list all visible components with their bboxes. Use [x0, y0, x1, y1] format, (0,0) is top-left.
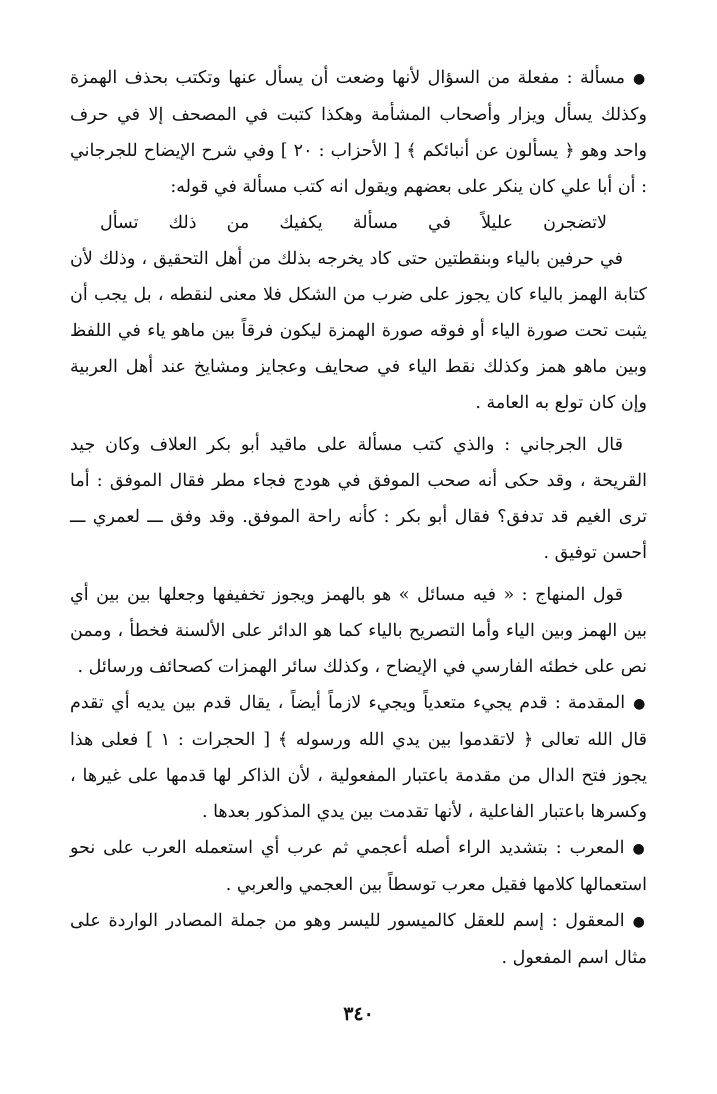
paragraph-jurjani: قال الجرجاني : والذي كتب مسألة على ماقيد أبو بكر العلاف وكان جيد القريحة ، وقد حكى أنه صحب الموفق في هودج فجاء مطر فقال الموفق : أما ترى الغيم قد تدفق؟ فقال أبو بكر : كأنه راحة الموفق. وقد وفق ـــ لعمري ـــ أحسن توفيق . [70, 435, 647, 563]
poem-word: مسألة [352, 213, 398, 233]
poem-word: في [428, 213, 451, 233]
poem-verse [70, 205, 647, 241]
page-number: ٣٤٠ [343, 1003, 374, 1025]
paragraph-text: المعرب : بتشديد الراء أصله أعجمي ثم عرب أي استعمله العرب على نحو استعمالها كلامها فقيل معرب توسطاً بين العجمي والعربي . [70, 838, 647, 895]
entry-muarrab [70, 830, 647, 903]
paragraph-text: المقدمة : قدم يجيء متعدياً ويجيء لازماً أيضاً ، يقال قدم بين يديه أي تقدم قال الله تعالى ﴿ لاتقدموا بين يدي الله ورسوله ﴾ [ الحجرات : ١ ] فعلى هذا يجوز فتح الدال من مقدمة باعتبار المفعولية ، لأن الذاكر لها قدمها على غيرها ، وكسرها باعتبار الفاعلية ، لأنها تقدمت بين يدي المذكور بعدها . [70, 693, 647, 822]
poem-word: تسأل [100, 213, 139, 233]
bullet-icon: ● [632, 841, 648, 857]
bullet-icon: ● [632, 914, 648, 930]
paragraph-text: مسألة : مفعلة من السؤال لأنها وضعت أن يسأل عنها وتكتب بحذف الهمزة وكذلك يسأل ويزار وأصحاب المشأمة وهكذا كتبت في المصحف إلا في حرف واحد وهو ﴿ يسألون عن أنبائكم ﴾ [ الأحزاب : ٢٠ ] وفي شرح الإيضاح للجرجاني : أن أبا علي كان ينكر على بعضهم ويقول انه كتب مسألة في قوله: [70, 68, 647, 197]
poem-word: من [226, 213, 250, 233]
poem-word: يكفيك [279, 213, 323, 233]
poem-word: عليلاً [481, 213, 514, 233]
entry-muqaddima [70, 685, 647, 830]
entry-maqul [70, 903, 647, 976]
paragraph-continuation: في حرفين بالياء وبنقطتين حتى كاد يخرجه بذلك من أهل التحقيق ، وذلك لأن كتابة الهمز بالياء كان يجوز على ضرب من الشكل فلا معنى لنقطه ، بل يجب أن يثبت تحت صورة الياء أو فوقه صورة الهمزة ليكون فرقاً بين ماهو ياء في اللفظ وبين ماهو همز وكذلك نقط الياء في صحايف وعجايز ومشايخ عند أهل العربية وإن كان تولع به العامة . [70, 249, 647, 413]
bullet-icon: ● [632, 71, 648, 87]
poem-word: ذلك [168, 213, 197, 233]
paragraph-minhaj: قول المنهاج : « فيه مسائل » هو بالهمز ويجوز تخفيفها وجعلها بين بين أي بين الهمز وبين الياء وأما التصريح بالياء كما هو الدائر على الألسنة فخطأ ، وممن نص على خطئه الفارسي في الإيضاح ، وكذلك سائر الهمزات كصحائف ورسائل . [70, 585, 647, 677]
paragraph-text: المعقول : إسم للعقل كالميسور لليسر وهو من جملة المصادر الواردة على مثال اسم المفعول . [70, 911, 647, 968]
entry-masala [70, 60, 647, 205]
bullet-icon: ● [633, 696, 647, 712]
body-text [70, 60, 647, 976]
poem-word: لاتضجرن [543, 213, 607, 233]
